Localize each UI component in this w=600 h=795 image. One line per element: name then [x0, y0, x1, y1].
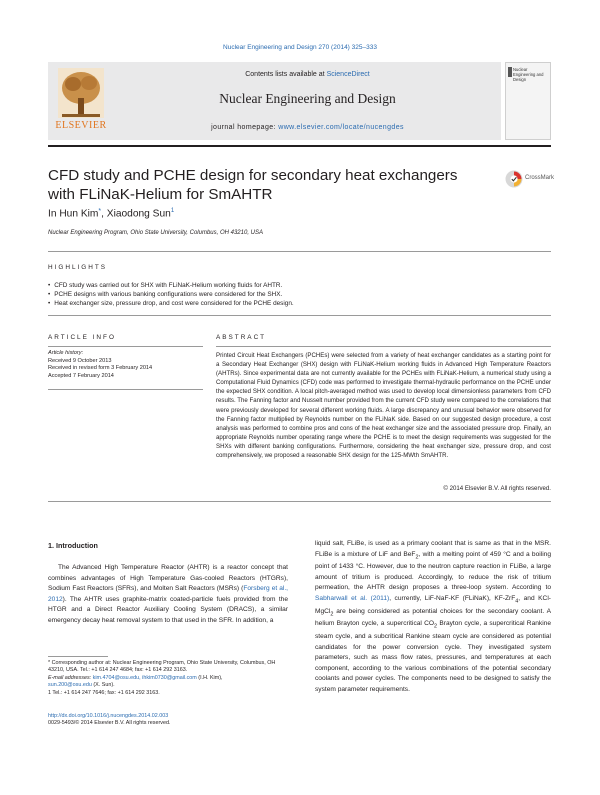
contents-available: Contents lists available at ScienceDirect [245, 71, 370, 78]
accepted-date: Accepted 7 February 2014 [48, 372, 114, 379]
highlights-list [48, 281, 551, 309]
header-rule [48, 145, 551, 147]
corresponding-author-note: * Corresponding author at: Nuclear Engineering Program, Ohio State University, Columbus, OH 43210, USA. Tel.: +1 614 247 4684; fax: +1 614 292 3163. [48, 660, 276, 674]
introduction-left-column: The Advanced High Temperature Reactor (AHTR) is a reactor concept that combines advantages of High Temperature Gas-cooled Reactors (HTGRs), Sodium Fast Reactors (SFRs), and Molten Salt Reactors (MSRs) (Forsberg et al., 2012). The AHTR uses graphite-matrix coated-particle fuels provided from the HTGR and a Direct Reactor Auxiliary Cooling System (DRACS), a similar emergency decay heat removal system to that used in the SFR. In addition, a [48, 564, 289, 624]
sciencedirect-link[interactable]: ScienceDirect [326, 71, 370, 78]
journal-cover-thumbnail[interactable] [505, 62, 551, 140]
section-divider [216, 346, 551, 347]
doi-link[interactable]: http://dx.doi.org/10.1016/j.nucengdes.2014.02.003 [48, 713, 169, 719]
highlight-item: • PCHE designs with various banking configurations were considered for the SHX. [48, 290, 551, 299]
journal-reference[interactable]: Nuclear Engineering and Design 270 (2014) 325–333 [223, 44, 377, 51]
section-divider [48, 346, 203, 347]
email-note: E-mail addresses: kim.4704@osu.edu, ihkim0730@gmail.com (I.H. Kim), sun.200@osu.edu (X. Sun). [48, 674, 223, 689]
article-history [48, 350, 152, 380]
section-divider [48, 389, 203, 390]
corresponding-author-mark[interactable]: * [98, 208, 102, 215]
history-label: Article history: [48, 350, 84, 356]
crossmark-icon [505, 170, 523, 188]
cover-title: Nuclear Engineering and Design [513, 67, 544, 82]
revised-date: Received in revised form 3 February 2014 [48, 365, 153, 372]
abstract-heading: ABSTRACT [216, 334, 267, 341]
author-name: In Hun Kim [48, 208, 99, 220]
telephone-note: 1 Tel.: +1 614 247 7646; fax: +1 614 292 3163. [48, 689, 160, 696]
affiliation: Nuclear Engineering Program, Ohio State University, Columbus, OH 43210, USA [48, 230, 263, 236]
footnotes [48, 660, 288, 697]
email-link[interactable]: kim.4704@osu.edu, ihkim0730@gmail.com [92, 674, 197, 681]
elsevier-tree-icon [58, 68, 104, 118]
homepage-link[interactable]: www.elsevier.com/locate/nucengdes [278, 124, 404, 131]
elsevier-logo[interactable] [48, 66, 114, 134]
footnote-divider [48, 656, 108, 657]
journal-title: Nuclear Engineering and Design [219, 91, 396, 106]
highlights-heading: HIGHLIGHTS [48, 264, 108, 271]
section-divider [48, 315, 551, 316]
crossmark-badge[interactable] [505, 170, 553, 190]
author-name: Xiaodong Sun [106, 208, 171, 220]
paper-title: CFD study and PCHE design for secondary heat exchangers with FLiNaK-Helium for SmAHTR [48, 167, 458, 203]
publisher-name: ELSEVIER [55, 120, 107, 131]
cover-logo-icon [508, 67, 512, 77]
issn-copyright: 0029-5493/© 2014 Elsevier B.V. All rights reserved. [48, 720, 171, 727]
received-date: Received 9 October 2013 [48, 357, 112, 364]
footnote-mark[interactable]: 1 [170, 208, 175, 214]
journal-homepage: journal homepage: www.elsevier.com/locate/nucengdes [211, 124, 404, 131]
abstract-text: Printed Circuit Heat Exchangers (PCHEs) were selected from a variety of heat exchanger candidates as a starting point for a Secondary Heat Exchanger (SHX) design with FLiNaK-Helium working fluids in Advanced High Temperature Reactors (AHTRs). Since experimental data are not currently available for the PCHEs with FLiNaK-Helium, a numerical study using a Computational Fluid Dynamics (CFD) code was performed to investigate thermal-hydraulic performance on the PCHE under the expected SHX condition. A local pitch-averaged method was used to develop local dimensionless parameters from CFD results. The Fanning factor and Nusselt number provided from the current CFD study were compared to the correlations that were previously developed for several different working fluids. A large discrepancy and unusual behavior were observed for the Fanning factor multiplied by Reynolds number on the FLiNaK side. Based on our suggested design procedure, a cost analysis was performed to combine pros and cons of the heat exchanger size and the associated pressure drop. Finally, an appropriate Reynolds number operating range where the PCHE is to meet the design requirements was suggested for the SHXs with different banking configurations. Furthermore, considering the heat exchanger size, pressure drop, and cost comprehensively, we proposed a reasonable SHX design for the 125-MWth SmAHTR. [216, 352, 551, 460]
highlight-item: • Heat exchanger size, pressure drop, and cost were considered for the PCHE design. [48, 299, 551, 308]
introduction-right-column: liquid salt, FLiBe, is used as a primary coolant that is same as that in the MSR. FLiBe is a mixture of LiF and BeF$_2$, with a melting point of 459 °C and a boiling point of 1433 °C. However, due to the neutron capture reaction in FLiBe, a large amount of tritium is produced. Accordingly, to reduce the risk of tritium permeation, the AHTR design proposes a three-loop system. According to Sabharwall et al. (2011), currently, LiF-NaF-KF (FLiNaK), KF-ZrF$_4$, and KCl-MgCl$_2$ are being considered as potential choices for the secondary coolant. A helium Brayton cycle, a supercritical $CO_2$ Brayton cycle, a supercritical Rankine steam cycle, and a subcritical Rankine steam cycle are considered as potential candidates for the power conversion cycle. They investigated system parameters, such as mass flow rates, pressures, and temperatures at each component, according to the various combinations of the potential secondary coolants and power cycles. The components need to be designed to satisfy the system parameter requirements. [315, 540, 551, 693]
introduction-heading: 1. Introduction [48, 541, 98, 550]
section-divider [48, 251, 551, 252]
author-list: In Hun Kim*, Xiaodong Sun$^1$ [48, 208, 175, 220]
abstract-copyright: © 2014 Elsevier B.V. All rights reserved. [443, 485, 551, 492]
doi-block [48, 713, 170, 728]
crossmark-label: CrossMark [525, 175, 555, 181]
section-divider [48, 501, 551, 502]
article-info-heading: ARTICLE INFO [48, 334, 116, 341]
citation-link[interactable]: Forsberg et al., 2012 [48, 585, 289, 603]
email-link[interactable]: sun.200@osu.edu [48, 682, 92, 689]
citation-link[interactable]: Sabharwall et al. (2011) [315, 594, 390, 602]
highlight-item: • CFD study was carried out for SHX with FLiNaK-Helium working fluids for AHTR. [48, 281, 551, 290]
